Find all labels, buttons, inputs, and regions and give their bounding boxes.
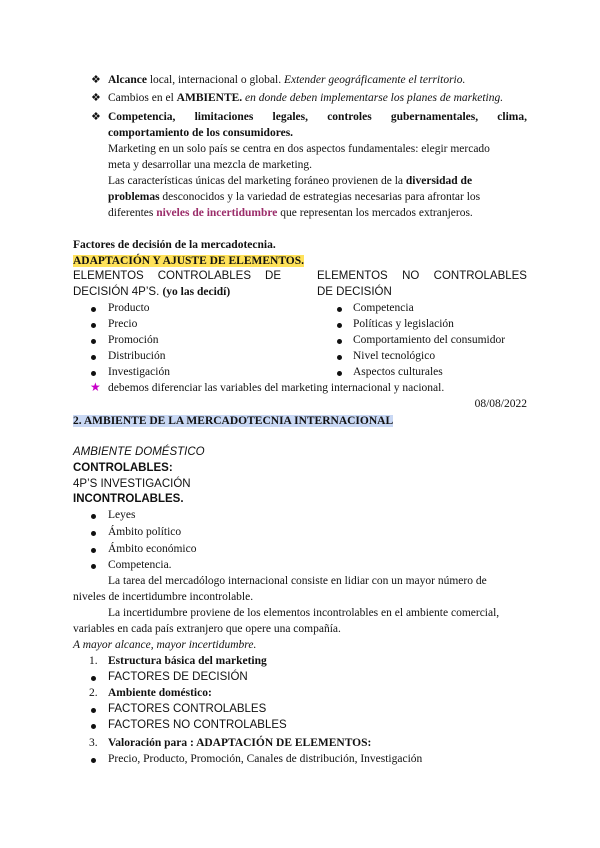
list-item: Producto — [108, 302, 150, 314]
list-item: Investigación — [108, 366, 170, 378]
section-2-title: 2. AMBIENTE DE LA MERCADOTECNIA INTERNACIONAL — [73, 415, 394, 427]
bullet-competencia-line1: Competencia, limitaciones legales, controles gubernamentales, clima, — [108, 111, 527, 123]
star-note: debemos diferenciar las variables del marketing internacional y nacional. — [108, 382, 445, 394]
bullet-dot-icon — [91, 371, 96, 376]
bullet-dot-icon — [91, 339, 96, 344]
controlables-label: CONTROLABLES: — [73, 462, 173, 474]
bullet-dot-icon — [91, 564, 96, 569]
list-item: Distribución — [108, 350, 166, 362]
list-item: Ámbito económico — [108, 543, 197, 555]
paragraph-text: La incertidumbre proviene de los elementos incontrolables en el ambiente comercial, — [108, 607, 500, 619]
mayor-alcance-note: A mayor alcance, mayor incertidumbre. — [73, 639, 257, 651]
numbered-item-title: Valoración para : ADAPTACIÓN DE ELEMENTOS: — [108, 737, 372, 749]
diamond-bullet-icon: ❖ — [91, 111, 101, 123]
list-number: 2. — [89, 687, 98, 699]
bullet-dot-icon — [91, 355, 96, 360]
numbered-sub-item: FACTORES CONTROLABLES — [108, 703, 267, 715]
bullet-dot-icon — [91, 758, 96, 763]
list-item: Precio — [108, 318, 138, 330]
bullet-dot-icon — [91, 514, 96, 519]
bullet-dot-icon — [91, 548, 96, 553]
list-item: Aspectos culturales — [353, 366, 443, 378]
controlables-value: 4P’S INVESTIGACIÓN — [73, 478, 191, 490]
paragraph-text: niveles de incertidumbre incontrolable. — [73, 591, 254, 603]
paragraph-text: La tarea del mercadólogo internacional consiste en lidiar con un mayor número de — [108, 575, 487, 587]
incontrolables-label: INCONTROLABLES. — [73, 493, 184, 505]
numbered-item-title: Estructura básica del marketing — [108, 655, 267, 667]
uncontrollable-header: ELEMENTOS NO CONTROLABLES — [317, 270, 527, 282]
list-item: Políticas y legislación — [353, 318, 454, 330]
uncontrollable-header-2: DE DECISIÓN — [317, 286, 392, 298]
bullet-dot-icon — [91, 676, 96, 681]
list-item: Comportamiento del consumidor — [353, 334, 506, 346]
date-label: 08/08/2022 — [474, 398, 527, 410]
numbered-sub-item: FACTORES NO CONTROLABLES — [108, 719, 287, 731]
bullet-dot-icon — [337, 355, 342, 360]
star-icon: ★ — [90, 380, 101, 394]
numbered-item-title: Ambiente doméstico: — [108, 687, 212, 699]
bullet-ambiente: Cambios en el AMBIENTE. en donde deben implementarse los planes de marketing. — [108, 92, 504, 104]
list-item: Competencia. — [108, 559, 172, 571]
factores-title: Factores de decisión de la mercadotecnia. — [73, 239, 276, 251]
ambiente-domestico-heading: AMBIENTE DOMÉSTICO — [73, 446, 205, 458]
bullet-competencia-line2: comportamiento de los consumidores. — [108, 127, 294, 139]
bullet-dot-icon — [91, 531, 96, 536]
list-number: 3. — [89, 737, 98, 749]
bullet-dot-icon — [337, 371, 342, 376]
diamond-bullet-icon: ❖ — [91, 74, 101, 86]
list-item: Promoción — [108, 334, 159, 346]
list-item: Ámbito político — [108, 526, 182, 538]
paragraph-text: variables en cada país extranjero que opere una compañía. — [73, 623, 341, 635]
bullet-dot-icon — [91, 307, 96, 312]
controllable-header-2: DECISIÓN 4P’S. (yo las decidí) — [73, 286, 231, 298]
bullet-dot-icon — [91, 323, 96, 328]
diamond-bullet-icon: ❖ — [91, 92, 101, 104]
bullet-dot-icon — [91, 708, 96, 713]
list-item: Leyes — [108, 509, 136, 521]
list-item: Competencia — [353, 302, 414, 314]
bullet-dot-icon — [337, 323, 342, 328]
bullet-dot-icon — [91, 724, 96, 729]
paragraph-text: diferentes niveles de incertidumbre que representan los mercados extranjeros. — [108, 207, 473, 219]
paragraph-text: Las características únicas del marketing foráneo provienen de la diversidad de — [108, 175, 473, 187]
paragraph-text: Marketing en un solo país se centra en dos aspectos fundamentales: elegir mercado — [108, 143, 490, 155]
paragraph-text: meta y desarrollar una mezcla de marketing. — [108, 159, 313, 171]
list-item: Nivel tecnológico — [353, 350, 436, 362]
list-number: 1. — [89, 655, 98, 667]
numbered-sub-item: FACTORES DE DECISIÓN — [108, 671, 248, 683]
bullet-alcance: Alcance local, internacional o global. Extender geográficamente el territorio. — [108, 74, 466, 86]
paragraph-text: problemas desconocidos y la variedad de estrategias necesarias para afrontar los — [108, 191, 481, 203]
bullet-dot-icon — [337, 307, 342, 312]
controllable-header: ELEMENTOS CONTROLABLES DE — [73, 270, 281, 282]
bullet-dot-icon — [337, 339, 342, 344]
adaptacion-title: ADAPTACIÓN Y AJUSTE DE ELEMENTOS. — [73, 255, 304, 267]
numbered-sub-item: Precio, Producto, Promoción, Canales de distribución, Investigación — [108, 753, 423, 765]
